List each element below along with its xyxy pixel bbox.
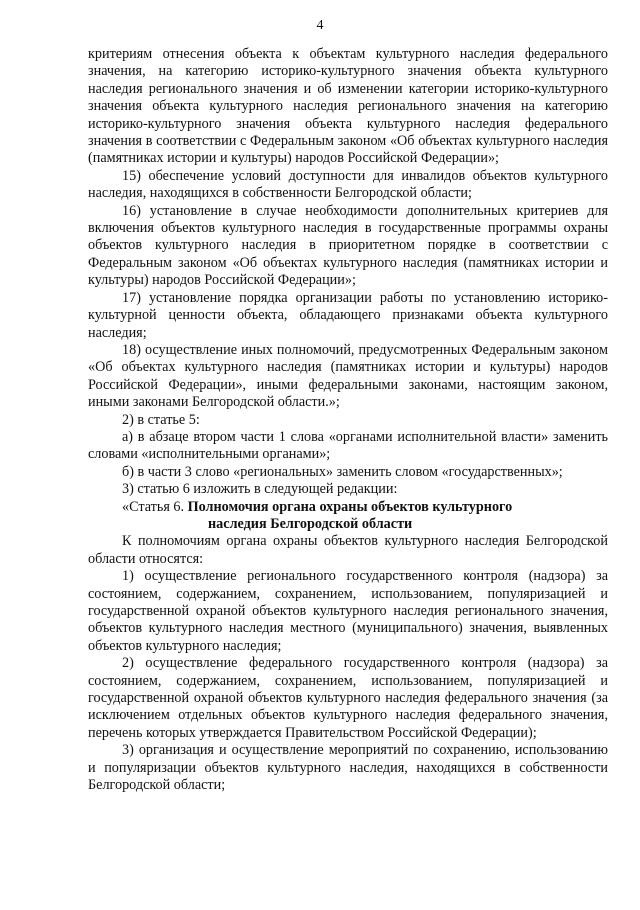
paragraph-powers-intro: К полномочиям органа охраны объектов культурного наследия Белгородской области относятся:: [88, 533, 608, 567]
article-prefix: «Статья 6.: [122, 498, 185, 515]
paragraph-power-1: 1) осуществление регионального государственного контроля (надзора) за состоянием, содержанием, сохранением, использованием, популяризацией и государственной охраной объектов культурного наследия регионального значения, объектов культурного наследия местного (муниципального) значения, выявленных объектов культурного наследия;: [88, 568, 608, 654]
paragraph-amend-2: 2) в статье 5:: [122, 411, 200, 428]
paragraph-power-2: 2) осуществление федерального государственного контроля (надзора) за состоянием, содержанием, сохранением, использованием, популяризацией и государственной охраной объектов культурного наследия федерального значения (за исключением отдельных объектов культурного наследия федерального значения, перечень которых утверждается Правительством Российской Федерации);: [88, 655, 608, 741]
paragraph-item-17: 17) установление порядка организации работы по установлению историко-культурной ценности объекта, обладающего признаками объекта культурного наследия;: [88, 289, 608, 341]
article-heading: [88, 499, 608, 534]
page-number: 4: [316, 18, 324, 33]
article-title-line2: наследия Белгородской области: [208, 515, 413, 532]
paragraph-item-16: 16) установление в случае необходимости дополнительных критериев для включения объектов культурного наследия в государственные программы охраны объектов культурного наследия в приоритетном порядке в соответствии с Федеральным законом «Об объектах культурного наследия (памятниках истории и культуры) народов Российской Федерации»;: [88, 202, 608, 289]
document-body: [88, 46, 608, 794]
paragraph-amend-2a: а) в абзаце втором части 1 слова «органами исполнительной власти» заменить словами «исполнительными органами»;: [88, 428, 608, 463]
paragraph-item-15: 15) обеспечение условий доступности для инвалидов объектов культурного наследия, находящихся в собственности Белгородской области;: [88, 167, 608, 202]
paragraph-power-3: 3) организация и осуществление мероприятий по сохранению, использованию и популяризации объектов культурного наследия, находящихся в собственности Белгородской области;: [88, 742, 608, 794]
paragraph-item-18: 18) осуществление иных полномочий, предусмотренных Федеральным законом «Об объектах культурного наследия (памятниках истории и культуры) народов Российской Федерации», иными федеральными законами, настоящим законом, иными законами Белгородской области.»;: [88, 341, 608, 411]
article-title-line1: Полномочия органа охраны объектов культурного: [187, 498, 513, 515]
paragraph-amend-3: 3) статью 6 изложить в следующей редакции:: [122, 481, 398, 498]
paragraph-continuation: критериям отнесения объекта к объектам культурного наследия федерального значения, на категорию историко-культурного значения объекта культурного наследия регионального значения и об изменении категории историко-культурного значения объекта культурного наследия регионального значения на категорию историко-культурного значения объекта культурного наследия федерального значения в соответствии с Федеральным законом «Об объектах культурного наследия (памятниках истории и культуры) народов Российской Федерации»;: [88, 46, 608, 167]
paragraph-amend-2b: б) в части 3 слово «региональных» заменить словом «государственных»;: [122, 463, 563, 480]
